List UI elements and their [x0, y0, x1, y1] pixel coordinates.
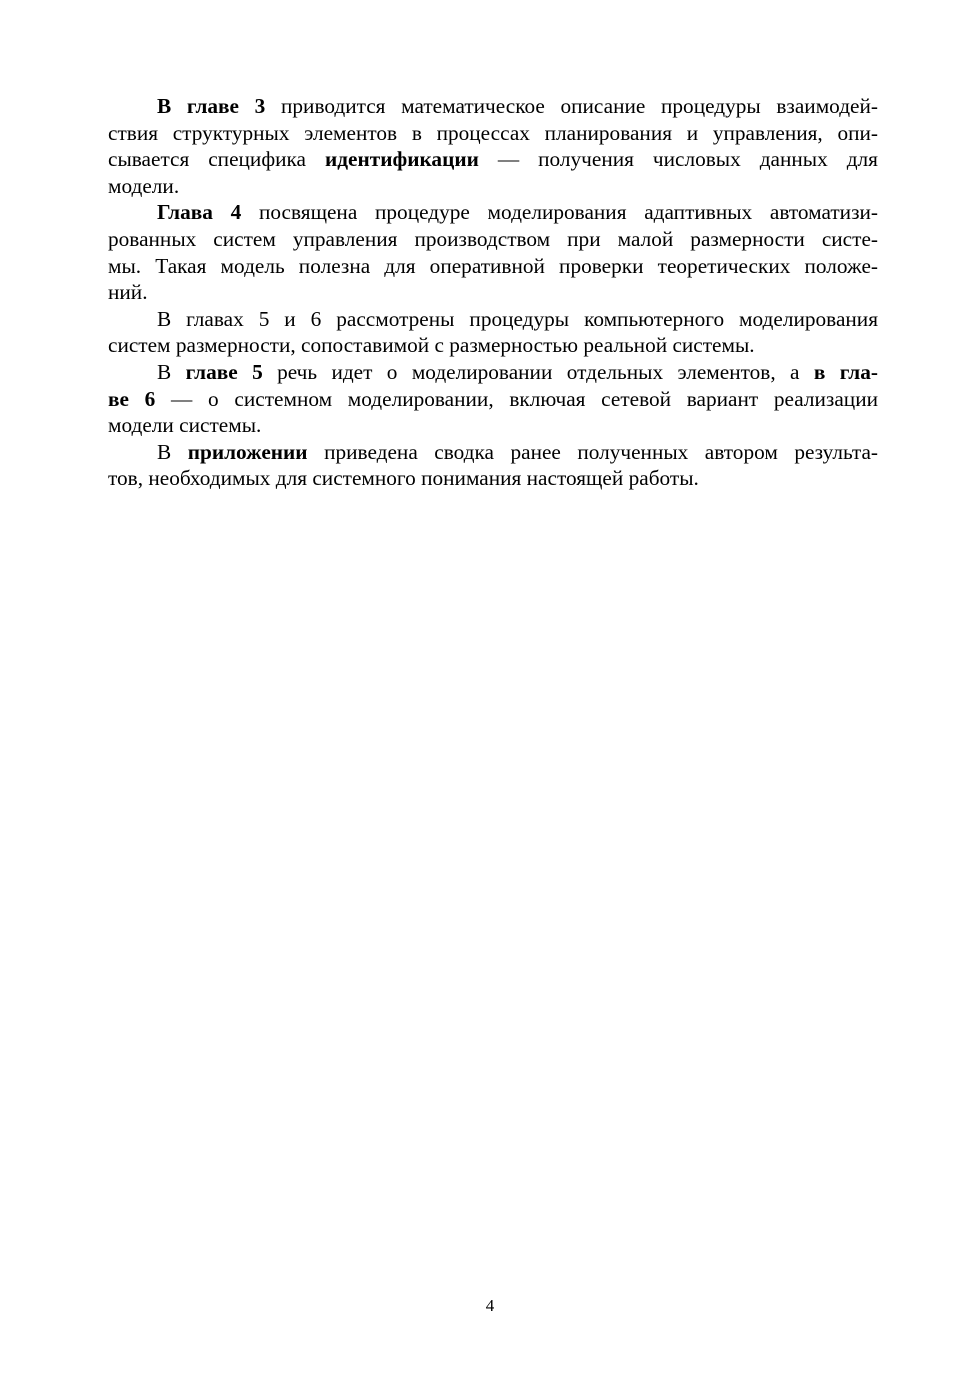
text-line — [108, 199, 878, 226]
text-run: мы. Такая модель полезна для оперативной проверки теоретических положе- — [108, 253, 878, 278]
text-line — [108, 120, 878, 147]
paragraph — [108, 199, 878, 305]
text-line — [108, 93, 878, 120]
text-line — [108, 306, 878, 333]
text-run: В главах 5 и 6 рассмотрены процедуры компьютерного моделирования — [157, 306, 878, 331]
paragraph — [108, 93, 878, 199]
text-run: ствия структурных элементов в процессах планирования и управления, опи- — [108, 120, 878, 145]
bold-text: Глава 4 — [157, 200, 242, 225]
text-line — [108, 173, 878, 200]
text-line — [108, 226, 878, 253]
text-run: — получения числовых данных для — [478, 147, 878, 172]
text-line — [108, 386, 878, 413]
text-run: модели. — [108, 173, 180, 198]
text-run: сывается специфика — [108, 147, 325, 172]
text-run: приводится математическое описание процедуры взаимодей- — [265, 94, 878, 118]
text-run: систем размерности, сопоставимой с размерностью реальной системы. — [108, 333, 755, 358]
paragraph — [108, 439, 878, 492]
text-run: В — [157, 439, 188, 464]
text-line — [108, 439, 878, 466]
text-run: ний. — [108, 280, 148, 305]
bold-text: в гла- — [813, 359, 878, 384]
bold-text: главе 5 — [185, 359, 263, 384]
text-line — [108, 359, 878, 386]
text-run: тов, необходимых для системного понимания настоящей работы. — [108, 466, 699, 491]
text-run: — о системном моделировании, включая сетевой вариант реализации — [155, 386, 878, 411]
text-line — [108, 279, 878, 306]
text-run: приведена сводка ранее полученных автором результа- — [307, 439, 878, 464]
text-run: модели системы. — [108, 413, 262, 438]
paragraph — [108, 306, 878, 359]
text-run: рованных систем управления производством при малой размерности систе- — [108, 226, 878, 251]
bold-text: идентификации — [324, 147, 479, 172]
bold-text: В главе 3 — [157, 94, 266, 118]
text-line — [108, 332, 878, 359]
text-run: посвящена процедуре моделирования адаптивных автоматизи- — [241, 200, 878, 225]
text-run: В — [157, 359, 186, 384]
text-run: речь идет о моделировании отдельных элементов, а — [262, 359, 814, 384]
text-line — [108, 412, 878, 439]
text-line — [108, 146, 878, 173]
paragraph — [108, 359, 878, 439]
text-line — [108, 465, 878, 492]
body-text — [108, 93, 878, 492]
bold-text: ве 6 — [108, 386, 156, 411]
bold-text: приложении — [187, 439, 308, 464]
text-line — [108, 253, 878, 280]
page-number: 4 — [485, 1296, 495, 1315]
